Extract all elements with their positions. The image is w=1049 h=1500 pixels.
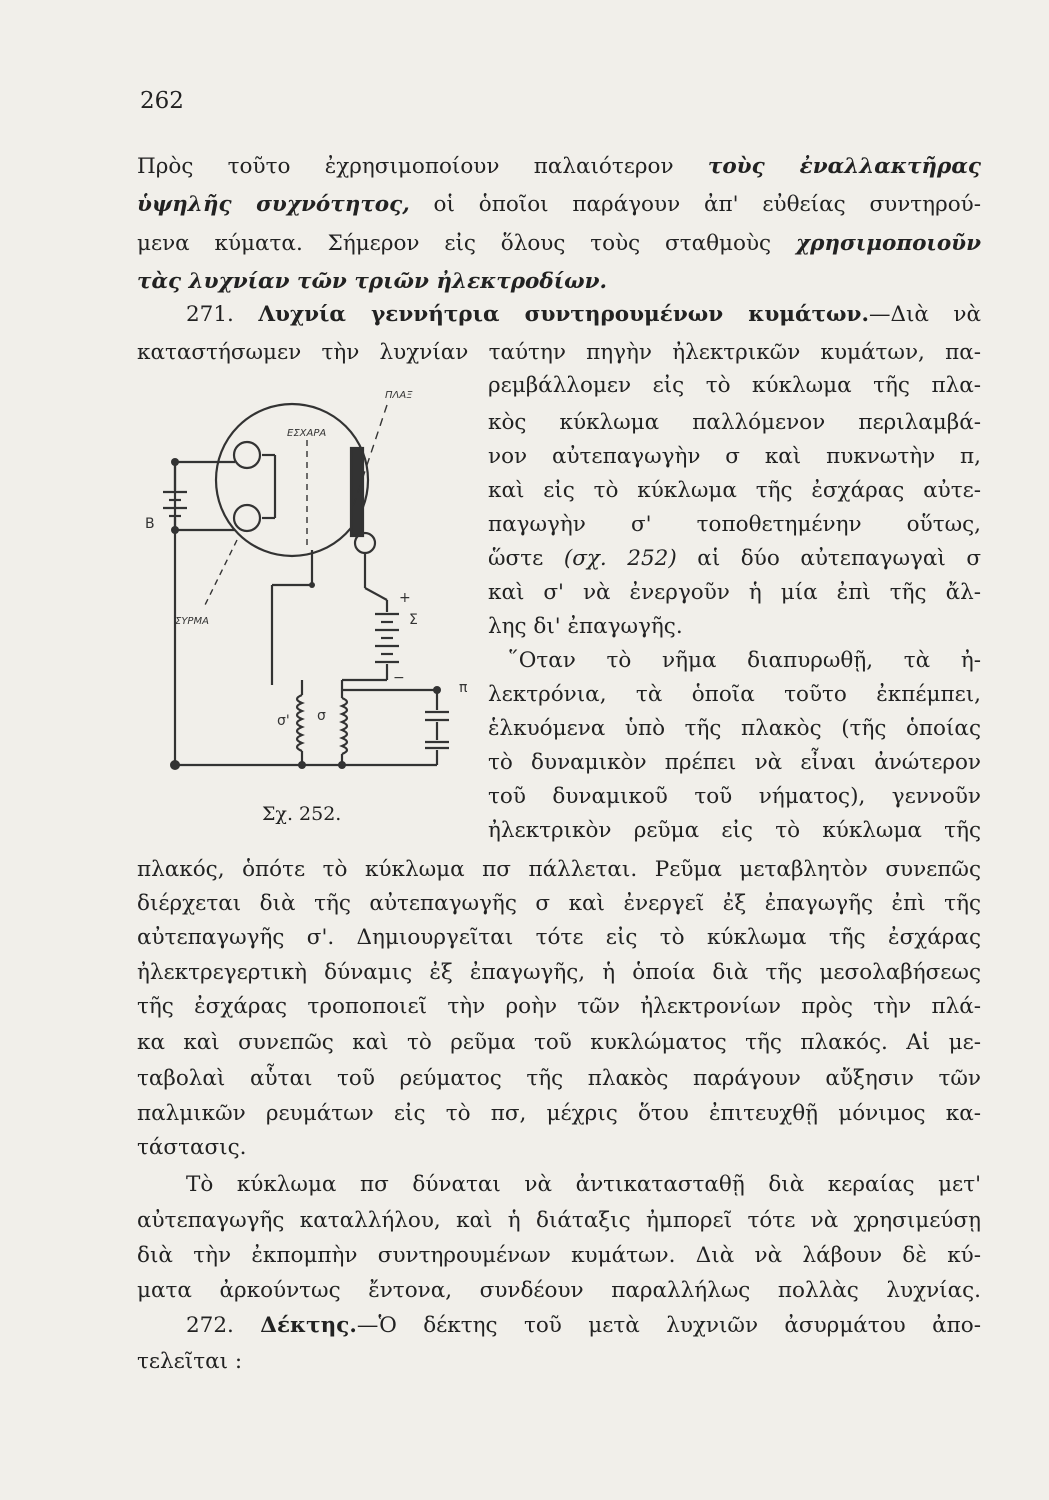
text-line: ρεμβάλλομεν εἰς τὸ κύκλωμα τῆς πλα- — [488, 373, 981, 398]
label-s: σ — [317, 708, 326, 724]
text-line: ἑλκυόμενα ὑπὸ τῆς πλακὸς (τῆς ὁποίας — [488, 716, 981, 741]
text-line: αὐτεπαγωγῆς σ'. Δημιουργεῖται τότε εἰς τὸ κύκλωμα τῆς ἐσχάρας — [137, 925, 981, 950]
text-line: μενα κύματα. Σήμερον εἰς ὅλους τοὺς σταθμοὺς χρησιμοποιοῦν — [137, 231, 981, 256]
grid-loop-lower — [234, 505, 260, 531]
text-line: παλμικῶν ρευμάτων εἰς τὸ πσ, μέχρις ὅτου ἐπιτευχθῇ μόνιμος κα- — [137, 1101, 981, 1126]
tube-envelope — [216, 404, 368, 556]
label-plate: ΠΛΑΞ — [385, 390, 413, 401]
text-line: καταστήσωμεν τὴν λυχνίαν ταύτην πηγὴν ἠλεκτρικῶν κυμάτων, πα- — [137, 340, 981, 365]
text-line: παγωγὴν σ' τοποθετημένην οὕτως, — [488, 512, 981, 537]
text-line: διέρχεται διὰ τῆς αὐτεπαγωγῆς σ καὶ ἐνεργεῖ ἐξ ἐπαγωγῆς ἐπὶ τῆς — [137, 891, 981, 916]
section-heading-272: 272. Δέκτης.—Ὁ δέκτης τοῦ μετὰ λυχνιῶν ἀσυρμάτου ἀπο- — [186, 1313, 981, 1338]
label-grid: ΕΣΧΑΡΑ — [287, 428, 327, 439]
text-line: ὥστε (σχ. 252) αἱ δύο αὐτεπαγωγαὶ σ — [488, 546, 982, 571]
text-line: καὶ σ' νὰ ἐνεργοῦν ἡ μία ἐπὶ τῆς ἄλ- — [488, 580, 981, 605]
text-line: τὸ δυναμικὸν πρέπει νὰ εἶναι ἀνώτερον — [488, 750, 981, 775]
text-line: νον αὐτεπαγωγὴν σ καὶ πυκνωτὴν π, — [488, 444, 981, 469]
text-line: ματα ἀρκούντως ἔντονα, συνδέουν παραλλήλως πολλὰς λυχνίας. — [137, 1278, 981, 1303]
label-plus: + — [399, 590, 411, 606]
text-line: ὑψηλῆς συχνότητος, οἱ ὁποῖοι παράγουν ἀπ' εὐθείας συντηρού- — [137, 192, 981, 217]
label-sigma: Σ — [409, 612, 418, 628]
text-line: ταβολαὶ αὗται τοῦ ρεύματος τῆς πλακὸς παράγουν αὔξησιν τῶν — [137, 1066, 981, 1091]
text-line: ῞Οταν τὸ νῆμα διαπυρωθῇ, τὰ ἠ- — [508, 648, 981, 673]
label-filament: ΣΥΡΜΑ — [175, 616, 209, 627]
text-line: κα καὶ συνεπῶς καὶ τὸ ρεῦμα τοῦ κυκλώματος τῆς πλακός. Αἱ με- — [137, 1030, 981, 1055]
text-line: τῆς ἐσχάρας τροποποιεῖ τὴν ροὴν τῶν ἠλεκτρονίων πρὸς τὴν πλά- — [137, 994, 981, 1019]
text-line: καὶ εἰς τὸ κύκλωμα τῆς ἐσχάρας αὐτε- — [488, 478, 981, 503]
label-battery: B — [145, 516, 155, 532]
page-number: 262 — [140, 88, 184, 114]
figure-caption: Σχ. 252. — [262, 803, 342, 825]
text-line: Τὸ κύκλωμα πσ δύναται νὰ ἀντικατασταθῇ διὰ κεραίας μετ' — [186, 1172, 981, 1197]
text-line: τάστασις. — [137, 1135, 247, 1160]
grid-loop-upper — [234, 442, 260, 468]
text-line: ἠλεκτρικὸν ρεῦμα εἰς τὸ κύκλωμα τῆς — [488, 818, 981, 843]
text-line: Πρὸς τοῦτο ἐχρησιμοποίουν παλαιότερον τοὺς ἐναλλακτῆρας — [137, 154, 981, 179]
section-heading-271: 271. Λυχνία γεννήτρια συντηρουμένων κυμάτων.—Διὰ νὰ — [186, 302, 981, 327]
text-line: τελεῖται : — [137, 1349, 243, 1374]
text-line: ἠλεκτρεγερτικὴ δύναμις ἐξ ἐπαγωγῆς, ἡ ὁποία διὰ τῆς μεσολαβήσεως — [137, 960, 981, 985]
text-line: αὐτεπαγωγῆς καταλλήλου, καὶ ἡ διάταξις ἠμπορεῖ τότε νὰ χρησιμεύσῃ — [137, 1208, 981, 1233]
label-minus: − — [393, 670, 405, 686]
text-line: τὰς λυχνίαν τῶν τριῶν ἠλεκτροδίων. — [137, 269, 607, 294]
text-line: λης δι' ἐπαγωγῆς. — [488, 614, 683, 639]
circuit-diagram — [137, 380, 487, 800]
text-line: τοῦ δυναμικοῦ τοῦ νήματος), γεννοῦν — [488, 784, 981, 809]
tube-plate — [351, 448, 363, 536]
label-s-prime: σ' — [277, 713, 290, 729]
text-line: λεκτρόνια, τὰ ὁποῖα τοῦτο ἐκπέμπει, — [488, 682, 981, 707]
text-line: κὸς κύκλωμα παλλόμενον περιλαμβά- — [488, 410, 981, 435]
text-line: διὰ τὴν ἐκπομπὴν συντηρουμένων κυμάτων. Διὰ νὰ λάβουν δὲ κύ- — [137, 1243, 981, 1268]
label-pi: π — [459, 680, 468, 696]
text-line: πλακός, ὁπότε τὸ κύκλωμα πσ πάλλεται. Ρεῦμα μεταβλητὸν συνεπῶς — [137, 857, 981, 882]
